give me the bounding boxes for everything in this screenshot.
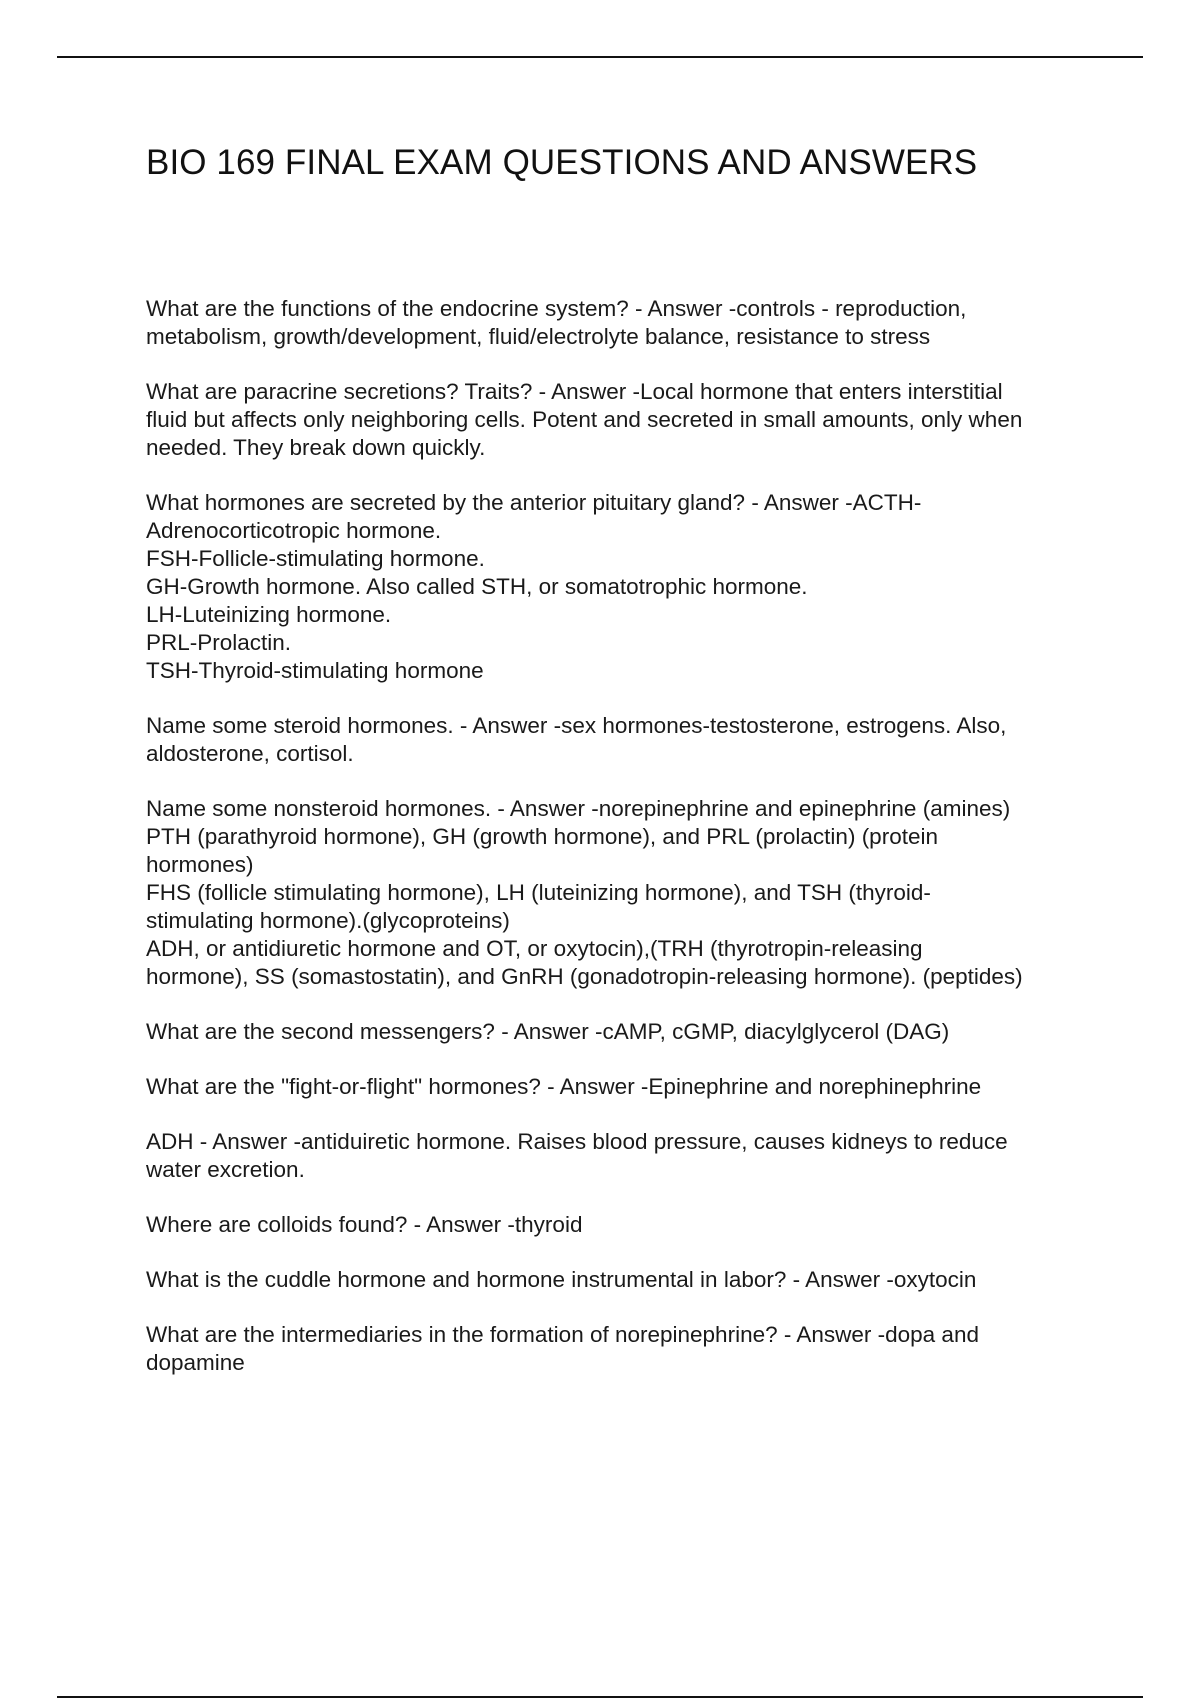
qa-line: FHS (follicle stimulating hormone), LH (luteinizing hormone), and TSH (thyroid-	[146, 880, 931, 905]
qa-item	[146, 712, 1098, 768]
qa-line: What are the "fight-or-flight" hormones? - Answer -Epinephrine and norephinephrine	[146, 1074, 982, 1099]
qa-line: What are the functions of the endocrine system? - Answer -controls - reproduction,	[146, 296, 967, 321]
qa-item	[146, 795, 1098, 991]
qa-item	[146, 295, 1098, 351]
qa-line: PRL-Prolactin.	[146, 630, 292, 655]
qa-line: LH-Luteinizing hormone.	[146, 602, 392, 627]
qa-item	[146, 1073, 1098, 1101]
qa-line: aldosterone, cortisol.	[146, 741, 354, 766]
qa-line: What are the second messengers? - Answer -cAMP, cGMP, diacylglycerol (DAG)	[146, 1019, 950, 1044]
top-rule	[57, 56, 1143, 58]
qa-line: metabolism, growth/development, fluid/electrolyte balance, resistance to stress	[146, 324, 931, 349]
page-title: BIO 169 FINAL EXAM QUESTIONS AND ANSWERS	[146, 143, 978, 182]
bottom-rule	[57, 1696, 1143, 1698]
qa-line: GH-Growth hormone. Also called STH, or somatotrophic hormone.	[146, 574, 808, 599]
qa-line: ADH, or antidiuretic hormone and OT, or oxytocin),(TRH (thyrotropin-releasing	[146, 936, 923, 961]
qa-line: Name some steroid hormones. - Answer -sex hormones-testosterone, estrogens. Also,	[146, 713, 1007, 738]
qa-line: water excretion.	[146, 1157, 305, 1182]
qa-line: What hormones are secreted by the anterior pituitary gland? - Answer -ACTH-	[146, 490, 922, 515]
qa-item	[146, 1211, 1098, 1239]
qa-item	[146, 1266, 1098, 1294]
qa-line: PTH (parathyroid hormone), GH (growth hormone), and PRL (prolactin) (protein	[146, 824, 938, 849]
qa-line: Name some nonsteroid hormones. - Answer -norepinephrine and epinephrine (amines)	[146, 796, 1011, 821]
qa-list	[146, 295, 1098, 1404]
qa-line: hormone), SS (somastostatin), and GnRH (gonadotropin-releasing hormone). (peptides)	[146, 964, 1023, 989]
qa-line: Where are colloids found? - Answer -thyroid	[146, 1212, 583, 1237]
qa-item	[146, 378, 1098, 462]
qa-line: FSH-Follicle-stimulating hormone.	[146, 546, 485, 571]
qa-line: dopamine	[146, 1350, 245, 1375]
qa-item	[146, 1321, 1098, 1377]
qa-line: needed. They break down quickly.	[146, 435, 486, 460]
qa-line: What are paracrine secretions? Traits? - Answer -Local hormone that enters interstitial	[146, 379, 1003, 404]
qa-item	[146, 1018, 1098, 1046]
qa-line: What is the cuddle hormone and hormone instrumental in labor? - Answer -oxytocin	[146, 1267, 977, 1292]
qa-line: Adrenocorticotropic hormone.	[146, 518, 442, 543]
qa-line: TSH-Thyroid-stimulating hormone	[146, 658, 484, 683]
qa-item	[146, 1128, 1098, 1184]
qa-line: What are the intermediaries in the formation of norepinephrine? - Answer -dopa and	[146, 1322, 979, 1347]
qa-item	[146, 489, 1098, 685]
qa-line: ADH - Answer -antiduiretic hormone. Raises blood pressure, causes kidneys to reduce	[146, 1129, 1008, 1154]
qa-line: fluid but affects only neighboring cells. Potent and secreted in small amounts, only when	[146, 407, 1023, 432]
qa-line: hormones)	[146, 852, 254, 877]
qa-line: stimulating hormone).(glycoproteins)	[146, 908, 510, 933]
